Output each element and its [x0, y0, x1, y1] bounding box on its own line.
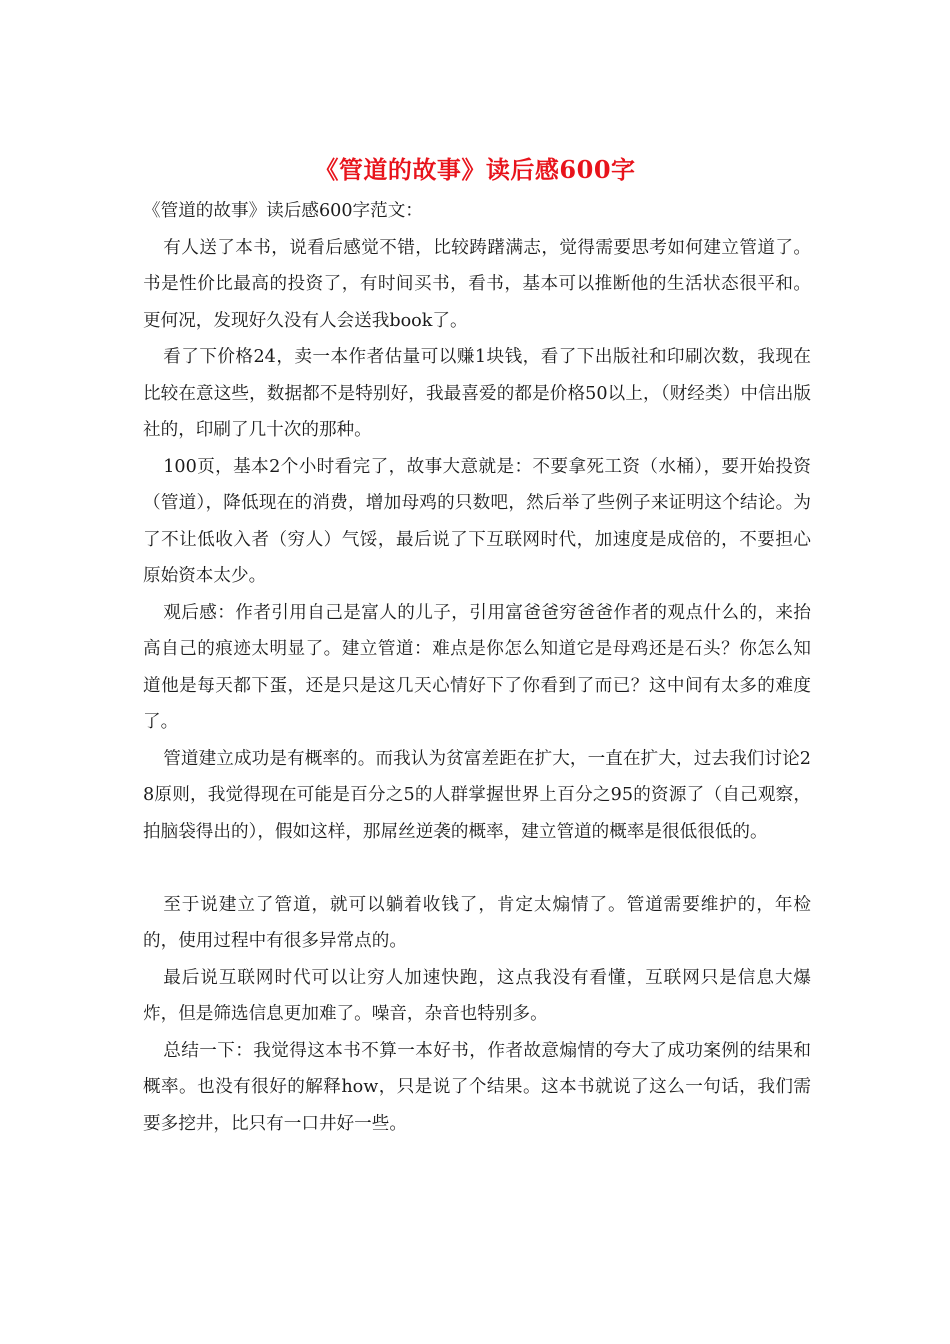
- document-title: 《管道的故事》读后感600字: [314, 155, 636, 184]
- paragraph-3: 100页，基本2个小时看完了，故事大意就是：不要拿死工资（水桶），要开始投资（管道），降低现在的消费，增加母鸡的只数吧，然后举了些例子来证明这个结论。为了不让低收入者（穷人）气馁，最后说了下互联网时代，加速度是成倍的，不要担心原始资本太少。: [143, 456, 811, 586]
- paragraph-2: 看了下价格24，卖一本作者估量可以赚1块钱，看了下出版社和印刷次数，我现在比较在意这些，数据都不是特别好，我最喜爱的都是价格50以上，（财经类）中信出版社的，印刷了几十次的那种。: [143, 347, 811, 440]
- document-body: [143, 193, 811, 1142]
- paragraph-1: 有人送了本书，说看后感觉不错，比较踌躇满志，觉得需要思考如何建立管道了。书是性价比最高的投资了，有时间买书，看书，基本可以推断他的生活状态很平和。更何况，发现好久没有人会送我book了。: [143, 237, 811, 331]
- paragraph-6: 至于说建立了管道，就可以躺着收钱了，肯定太煽情了。管道需要维护的，年检的，使用过程中有很多异常点的。: [143, 894, 811, 951]
- paragraph-7: 最后说互联网时代可以让穷人加速快跑，这点我没有看懂，互联网只是信息大爆炸，但是筛选信息更加难了。噪音，杂音也特别多。: [143, 967, 811, 1024]
- paragraph-8: 总结一下：我觉得这本书不算一本好书，作者故意煽情的夸大了成功案例的结果和概率。也没有很好的解释how，只是说了个结果。这本书就说了这么一句话，我们需要多挖井，比只有一口井好一些。: [143, 1040, 811, 1134]
- paragraph-4: 观后感：作者引用自己是富人的儿子，引用富爸爸穷爸爸作者的观点什么的，来抬高自己的痕迹太明显了。建立管道：难点是你怎么知道它是母鸡还是石头？你怎么知道他是每天都下蛋，还是只是这几天心情好下了你看到了而已？这中间有太多的难度了。: [143, 602, 811, 732]
- paragraph-5: 管道建立成功是有概率的。而我认为贫富差距在扩大，一直在扩大，过去我们讨论28原则，我觉得现在可能是百分之5的人群掌握世界上百分之95的资源了（自己观察，拍脑袋得出的），假如这样，那屌丝逆袭的概率，建立管道的概率是很低很低的。: [143, 748, 811, 842]
- intro-line: 《管道的故事》读后感600字范文：: [143, 201, 423, 221]
